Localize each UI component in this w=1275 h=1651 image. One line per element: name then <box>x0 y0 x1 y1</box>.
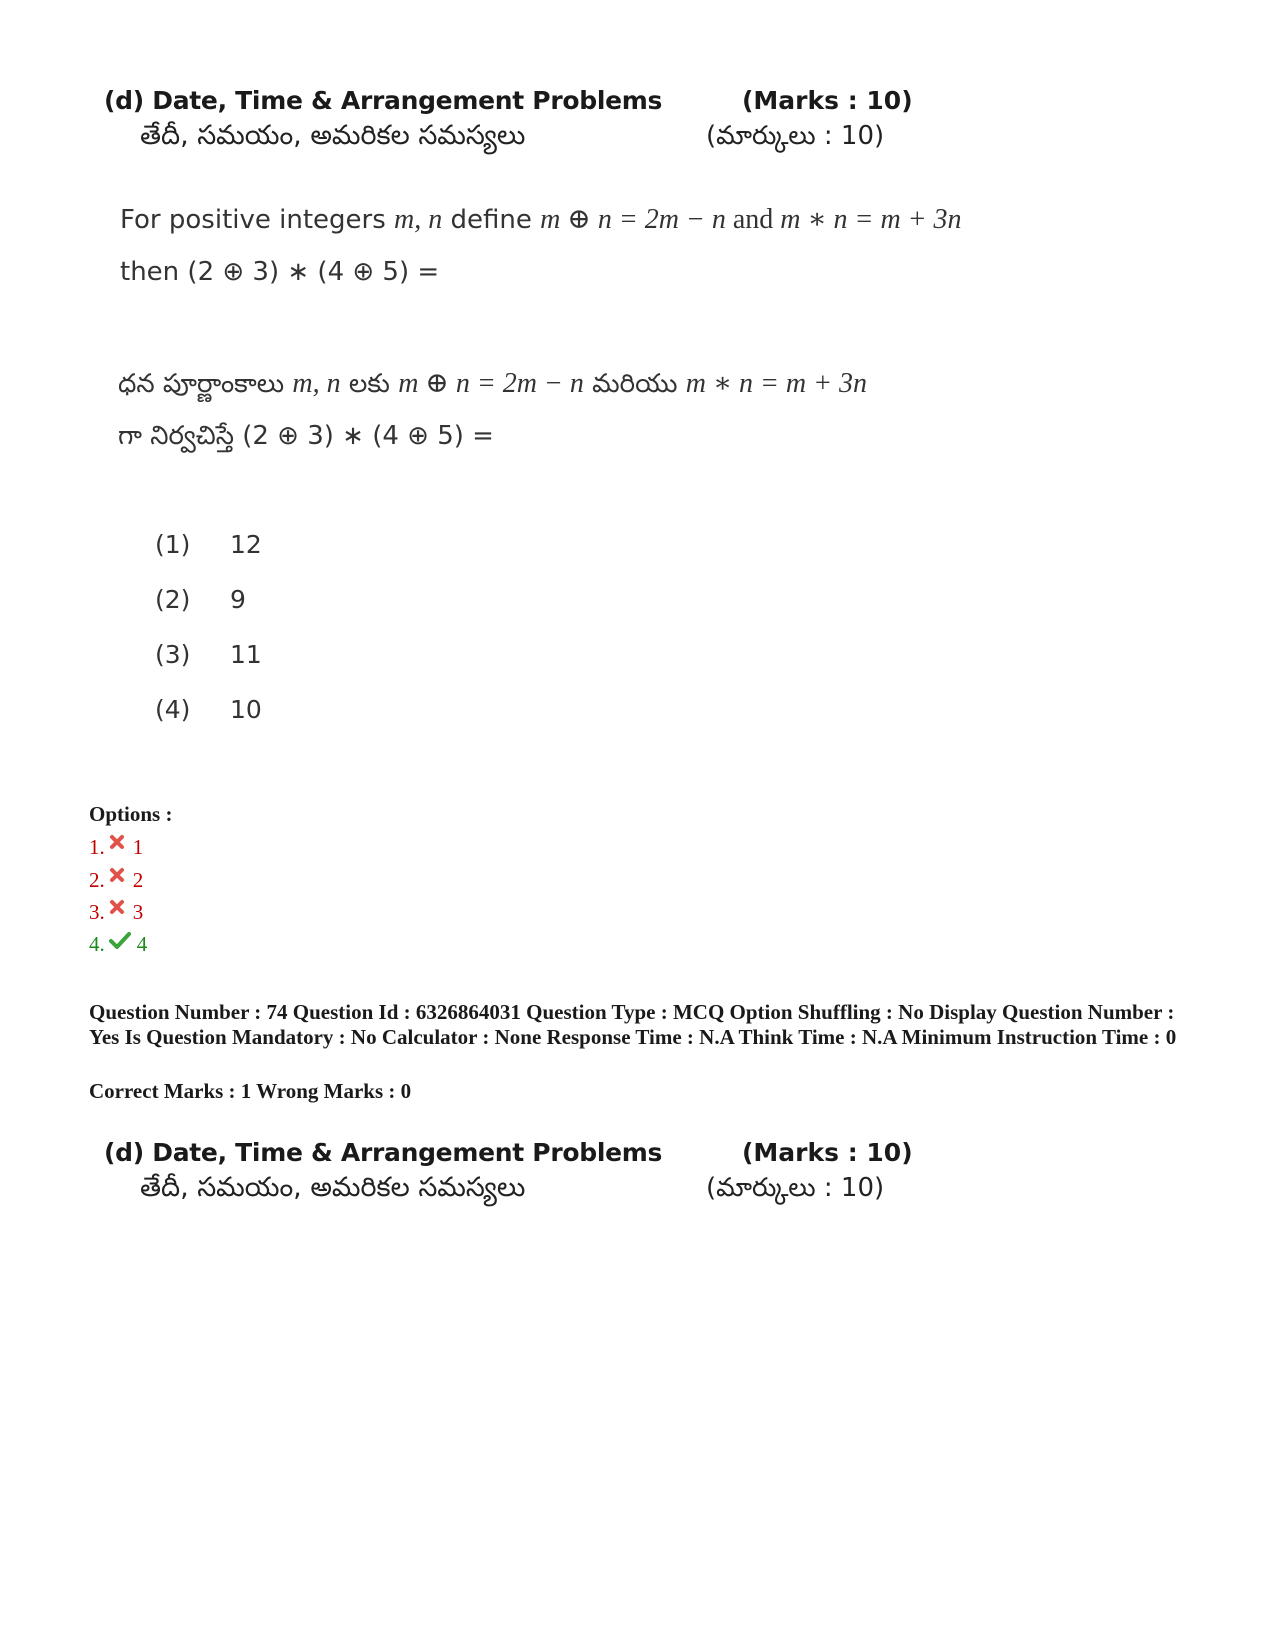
choice-value: 9 <box>230 585 246 614</box>
question-en-and: and <box>725 204 781 235</box>
cross-icon <box>109 864 125 880</box>
question-te-line2 <box>118 421 494 457</box>
question-en-then: then <box>120 257 188 287</box>
cross-icon <box>109 896 125 912</box>
question-en-expr1: m ⊕ n = 2m − n <box>540 204 726 235</box>
choice-number: (4) <box>155 695 191 724</box>
option-index: 3. <box>89 900 105 924</box>
section-title-te: తేదీ, సమయం, అమరికల సమస్యలు <box>140 120 526 151</box>
section-marks-te: (మార్కులు : 10) <box>706 121 885 151</box>
question-te-line1 <box>118 366 867 405</box>
option-value: 3 <box>132 900 144 924</box>
question-te-mid: లకు <box>340 369 399 399</box>
question-te-expr2: m ∗ n = m + 3n <box>685 368 868 399</box>
section-title-en: (d) Date, Time & Arrangement Problems <box>104 86 663 115</box>
question-te-then: గా నిర్వచిస్తే <box>118 421 243 451</box>
question-te-and: మరియు <box>583 369 686 399</box>
choice-value: 12 <box>230 530 262 559</box>
section-marks-en: (Marks : 10) <box>742 1138 913 1167</box>
question-en-vars: m, n <box>394 204 443 235</box>
check-icon <box>109 930 131 948</box>
question-te-prefix: ధన పూర్ణాంకాలు <box>118 369 293 399</box>
option-row <box>89 868 143 893</box>
question-te-vars: m, n <box>292 368 341 399</box>
option-row <box>89 900 143 925</box>
option-value: 1 <box>132 835 144 859</box>
choice-value: 10 <box>230 695 262 724</box>
options-title: Options : <box>89 802 173 826</box>
choice-value: 11 <box>230 640 262 669</box>
section-marks-en: (Marks : 10) <box>742 86 913 115</box>
choice-number: (3) <box>155 640 191 669</box>
cross-icon <box>109 831 125 847</box>
option-row <box>89 932 147 957</box>
question-en-line1 <box>120 202 962 236</box>
section-marks-te: (మార్కులు : 10) <box>706 1173 885 1203</box>
option-value: 4 <box>136 932 148 956</box>
question-en-expr3: (2 ⊕ 3) ∗ (4 ⊕ 5) = <box>187 257 440 287</box>
question-te-expr1: m ⊕ n = 2m − n <box>398 368 584 399</box>
section-title-te: తేదీ, సమయం, అమరికల సమస్యలు <box>140 1172 526 1203</box>
question-te-expr3: (2 ⊕ 3) ∗ (4 ⊕ 5) = <box>242 421 494 451</box>
option-value: 2 <box>132 868 144 892</box>
choice-number: (1) <box>155 530 191 559</box>
option-row <box>89 835 143 860</box>
question-marks: Correct Marks : 1 Wrong Marks : 0 <box>89 1079 412 1103</box>
question-en-prefix: For positive integers <box>120 205 395 235</box>
question-en-define: define <box>442 205 541 235</box>
option-index: 1. <box>89 835 105 859</box>
question-meta: Question Number : 74 Question Id : 6326864031 Question Type : MCQ Option Shuffling : No Display Question Number : Yes Is Question Mandatory : No Calculator : None Response Time : N.A Think Time : N.A Minimum Instruction Time : 0 <box>89 1000 1177 1049</box>
section-title-en: (d) Date, Time & Arrangement Problems <box>104 1138 663 1167</box>
question-en-line2 <box>120 257 439 287</box>
option-index: 4. <box>89 932 105 956</box>
option-index: 2. <box>89 868 105 892</box>
choice-number: (2) <box>155 585 191 614</box>
question-en-expr2: m ∗ n = m + 3n <box>780 204 962 235</box>
